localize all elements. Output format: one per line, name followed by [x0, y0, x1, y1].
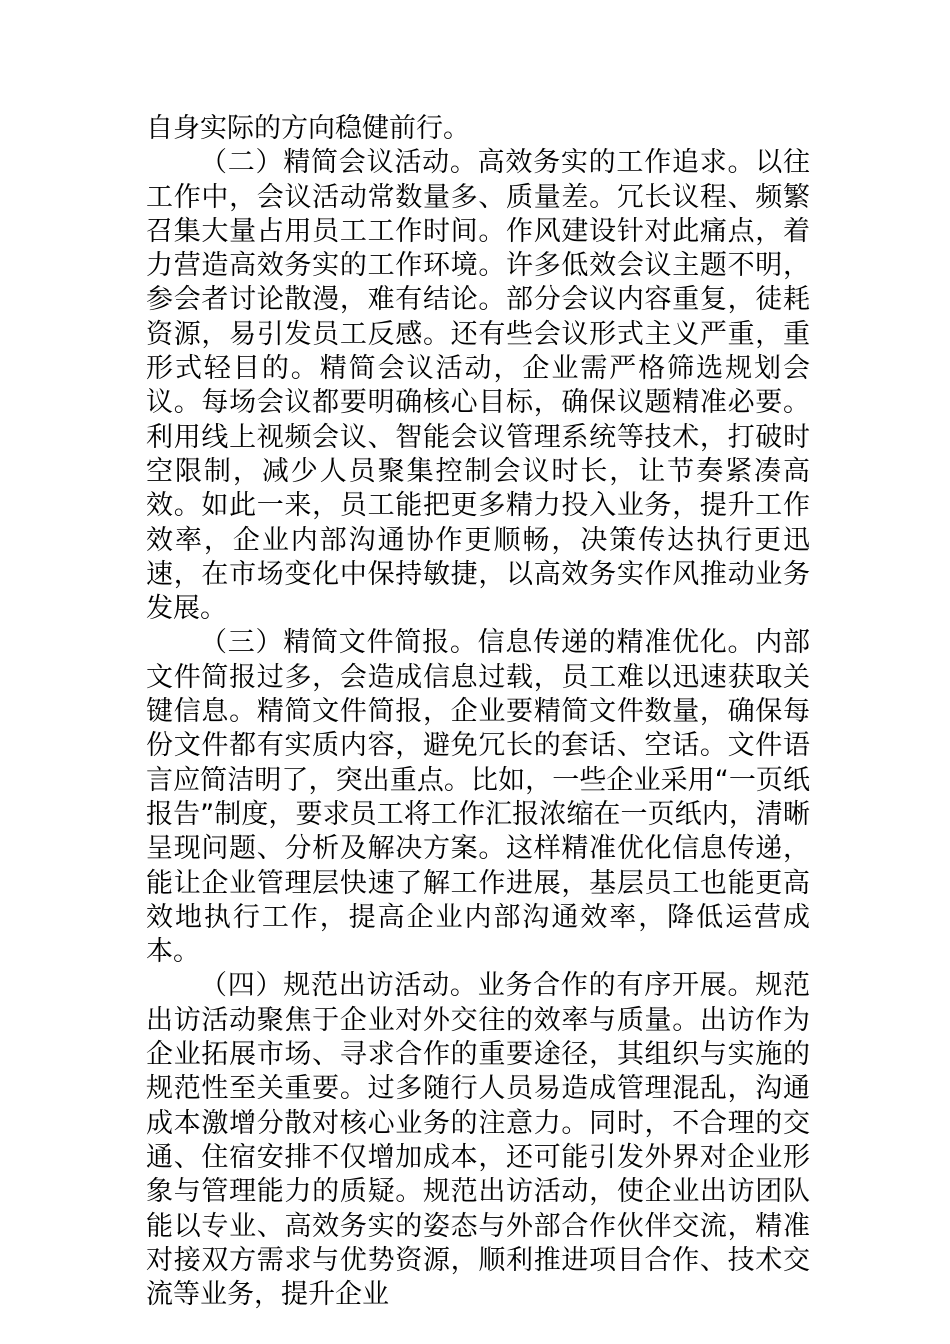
paragraph-section-3: （三）精简文件简报。信息传递的精准优化。内部文件简报过多，会造成信息过载，员工难以迅速获取关键信息。精简文件简报，企业要精简文件数量，确保每份文件都有实质内容，避免冗长的套话、空话。文件语言应简洁明了，突出重点。比如，一些企业采用“一页纸报告”制度，要求员工将工作汇报浓缩在一页纸内，清晰呈现问题、分析及解决方案。这样精准优化信息传递，能让企业管理层快速了解工作进展，基层员工也能更高效地执行工作，提高企业内部沟通效率，降低运营成本。: [146, 627, 810, 968]
paragraph-section-4: （四）规范出访活动。业务合作的有序开展。规范出访活动聚焦于企业对外交往的效率与质量。出访作为企业拓展市场、寻求合作的重要途径，其组织与实施的规范性至关重要。过多随行人员易造成管理混乱，沟通成本激增分散对核心业务的注意力。同时，不合理的交通、住宿安排不仅增加成本，还可能引发外界对企业形象与管理能力的质疑。规范出访活动，使企业出访团队能以专业、高效务实的姿态与外部合作伙伴交流，精准对接双方需求与优势资源，顺利推进项目合作、技术交流等业务，提升企业: [146, 970, 810, 1311]
body-text: [146, 112, 810, 1312]
paragraph-continuation: 自身实际的方向稳健前行。: [146, 113, 470, 144]
paragraph-section-2: （二）精简会议活动。高效务实的工作追求。以往工作中，会议活动常数量多、质量差。冗长议程、频繁召集大量占用员工工作时间。作风建设针对此痛点，着力营造高效务实的工作环境。许多低效会议主题不明，参会者讨论散漫，难有结论。部分会议内容重复，徒耗资源，易引发员工反感。还有些会议形式主义严重，重形式轻目的。精简会议活动，企业需严格筛选规划会议。每场会议都要明确核心目标，确保议题精准必要。利用线上视频会议、智能会议管理系统等技术，打破时空限制，减少人员聚集控制会议时长，让节奏紧凑高效。如此一来，员工能把更多精力投入业务，提升工作效率，企业内部沟通协作更顺畅，决策传达执行更迅速，在市场变化中保持敏捷，以高效务实作风推动业务发展。: [146, 147, 810, 625]
